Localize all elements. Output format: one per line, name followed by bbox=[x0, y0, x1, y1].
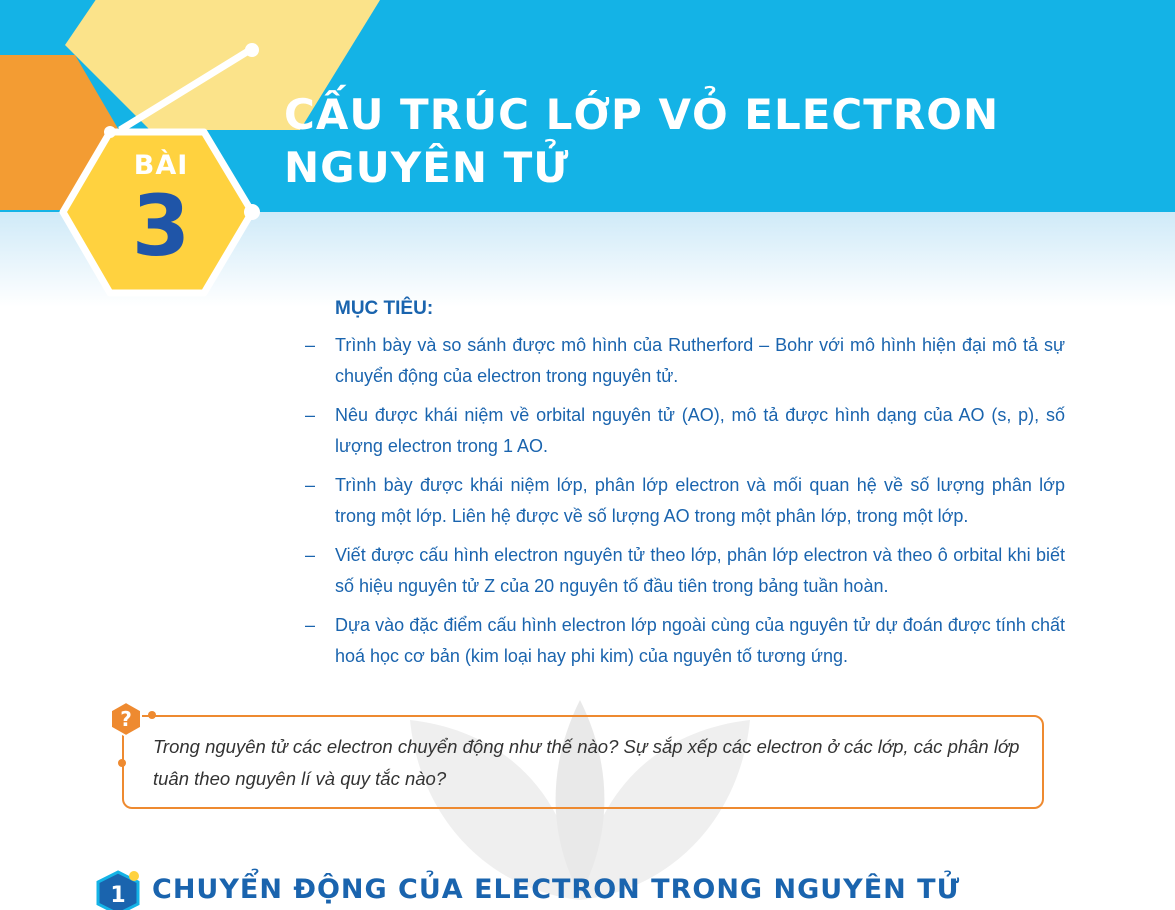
objectives-section bbox=[305, 296, 1065, 680]
hex-node bbox=[104, 126, 116, 138]
objective-dash: – bbox=[305, 475, 316, 495]
section-dot bbox=[129, 871, 139, 881]
lesson-title bbox=[284, 88, 1164, 194]
lesson-title-line-1: CẤU TRÚC LỚP VỎ ELECTRON bbox=[284, 90, 1000, 139]
objective-item bbox=[305, 540, 1065, 602]
section-title: CHUYỂN ĐỘNG CỦA ELECTRON TRONG NGUYÊN TỬ bbox=[152, 874, 961, 905]
section-number: 1 bbox=[110, 883, 126, 908]
question-text: Trong nguyên tử các electron chuyển động như thế nào? Sự sắp xếp các electron ở các lớp, các phân lớp tuân theo nguyên lí và quy tắc nào? bbox=[153, 736, 1020, 789]
objective-dash: – bbox=[305, 405, 316, 425]
objective-item bbox=[305, 610, 1065, 672]
question-dot-left bbox=[118, 759, 126, 767]
section-number-icon bbox=[96, 870, 146, 910]
objectives-heading: MỤC TIÊU: bbox=[335, 298, 434, 319]
hex-node bbox=[244, 204, 260, 220]
objective-item bbox=[305, 330, 1065, 392]
objective-text: Trình bày được khái niệm lớp, phân lớp electron và mối quan hệ về số lượng phân lớp trong một lớp. Liên hệ được về số lượng AO trong một phân lớp, trong một lớp. bbox=[335, 475, 1065, 526]
lesson-label: BÀI bbox=[133, 150, 189, 181]
lesson-number: 3 bbox=[131, 177, 191, 275]
objective-text: Viết được cấu hình electron nguyên tử theo lớp, phân lớp electron và theo ô orbital khi biết số hiệu nguyên tử Z của 20 nguyên tố đầu tiên trong bảng tuần hoàn. bbox=[335, 545, 1065, 596]
lesson-title-line-2: NGUYÊN TỬ bbox=[284, 143, 570, 192]
question-dot-top bbox=[148, 711, 156, 719]
objective-text: Dựa vào đặc điểm cấu hình electron lớp ngoài cùng của nguyên tử dự đoán được tính chất hoá học cơ bản (kim loại hay phi kim) của nguyên tố tương ứng. bbox=[335, 615, 1065, 666]
question-mark: ? bbox=[120, 707, 132, 731]
objectives-list bbox=[305, 330, 1065, 672]
objective-dash: – bbox=[305, 545, 316, 565]
objective-dash: – bbox=[305, 335, 316, 355]
question-badge-icon bbox=[108, 701, 144, 737]
objective-text: Trình bày và so sánh được mô hình của Rutherford – Bohr với mô hình hiện đại mô tả sự chuyển động của electron trong nguyên tử. bbox=[335, 335, 1065, 386]
objective-item bbox=[305, 400, 1065, 462]
objective-dash: – bbox=[305, 615, 316, 635]
objective-item bbox=[305, 470, 1065, 532]
objective-text: Nêu được khái niệm về orbital nguyên tử (AO), mô tả được hình dạng của AO (s, p), số lượng electron trong 1 AO. bbox=[335, 405, 1065, 456]
hex-node bbox=[245, 43, 259, 57]
